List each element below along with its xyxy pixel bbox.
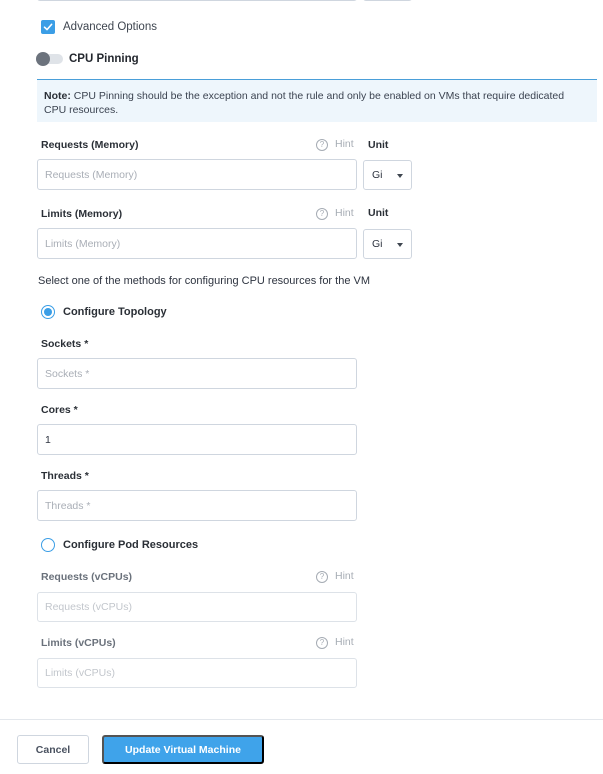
hint-label: Hint <box>335 138 354 150</box>
toggle-knob <box>36 52 50 66</box>
caret-down-icon <box>397 243 403 247</box>
previous-field-input[interactable] <box>37 0 357 1</box>
requests-memory-input[interactable]: Requests (Memory) <box>37 159 357 190</box>
cpu-method-description: Select one of the methods for configuring CPU resources for the VM <box>38 275 370 287</box>
limits-memory-label: Limits (Memory) <box>41 208 123 220</box>
configure-pod-resources-label: Configure Pod Resources <box>63 539 199 551</box>
configure-topology-radio[interactable] <box>41 305 55 319</box>
requests-memory-unit-label: Unit <box>368 139 389 151</box>
limits-memory-unit-label: Unit <box>368 207 389 219</box>
requests-memory-label: Requests (Memory) <box>41 139 139 151</box>
threads-input[interactable]: Threads * <box>37 490 357 521</box>
limits-vcpus-input[interactable]: Limits (vCPUs) <box>37 658 357 688</box>
cpu-pinning-label: CPU Pinning <box>69 53 139 65</box>
advanced-options-checkbox[interactable] <box>41 20 55 34</box>
note-prefix: Note: <box>44 90 71 102</box>
limits-memory-unit-select[interactable] <box>363 229 412 259</box>
configure-topology-label: Configure Topology <box>63 306 167 318</box>
question-circle-icon: ? <box>316 139 328 151</box>
requests-vcpus-input[interactable]: Requests (vCPUs) <box>37 592 357 622</box>
hint-label: Hint <box>335 207 354 219</box>
caret-down-icon <box>397 174 403 178</box>
cpu-pinning-note <box>37 79 597 122</box>
requests-memory-hint[interactable] <box>316 138 354 151</box>
checkmark-icon <box>43 22 53 32</box>
limits-vcpus-hint[interactable] <box>316 636 354 649</box>
requests-vcpus-label: Requests (vCPUs) <box>41 571 133 583</box>
configure-pod-resources-radio[interactable] <box>41 538 55 552</box>
cores-input[interactable]: 1 <box>37 424 357 455</box>
requests-memory-unit-select[interactable] <box>363 160 412 190</box>
unit-value: Gi <box>372 169 383 181</box>
sockets-input[interactable]: Sockets * <box>37 358 357 389</box>
cpu-pinning-toggle[interactable] <box>37 54 63 64</box>
update-virtual-machine-button[interactable]: Update Virtual Machine <box>102 735 264 764</box>
footer-divider <box>0 719 603 720</box>
previous-unit-select[interactable] <box>363 0 412 1</box>
hint-label: Hint <box>335 570 354 582</box>
question-circle-icon: ? <box>316 571 328 583</box>
note-text: CPU Pinning should be the exception and not the rule and only be enabled on VMs that require dedicated CPU resources. <box>44 90 565 116</box>
question-circle-icon: ? <box>316 637 328 649</box>
requests-vcpus-hint[interactable] <box>316 570 354 583</box>
cancel-button[interactable]: Cancel <box>17 735 89 764</box>
unit-value: Gi <box>372 238 383 250</box>
cores-label: Cores * <box>41 404 78 416</box>
limits-vcpus-label: Limits (vCPUs) <box>41 637 116 649</box>
threads-label: Threads * <box>41 470 89 482</box>
advanced-options-label: Advanced Options <box>63 21 157 33</box>
sockets-label: Sockets * <box>41 338 89 350</box>
hint-label: Hint <box>335 636 354 648</box>
question-circle-icon: ? <box>316 208 328 220</box>
limits-memory-hint[interactable] <box>316 207 354 220</box>
limits-memory-input[interactable]: Limits (Memory) <box>37 228 357 259</box>
